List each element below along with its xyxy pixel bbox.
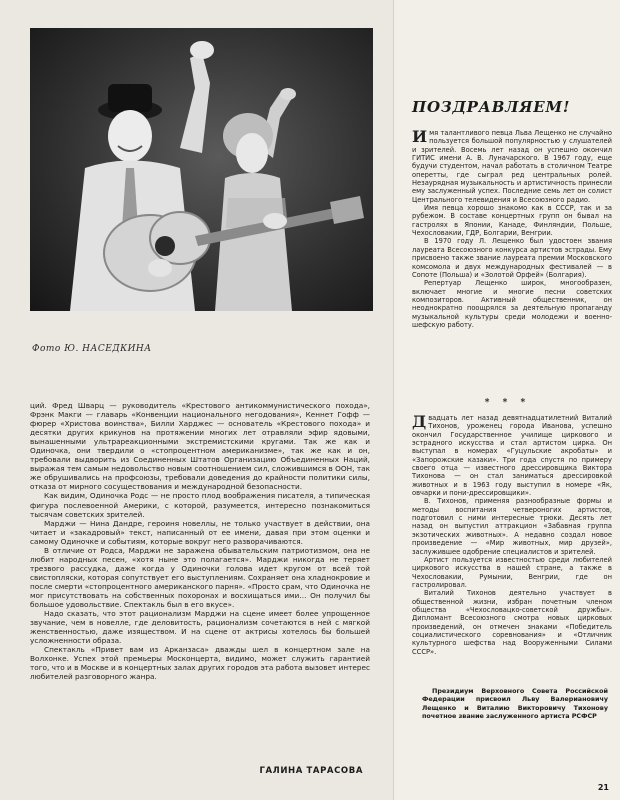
- congrats-paragraph: В. Тихонов, применяя разнообразные формы и методы воспитания четвероногих артистов, подготовил с ними интересные трюки. Десять лет назад он выпустил аттракцион «Забавная группа экзотических животных». А недавно создал новое произведение — «Мир животных, мир друзей», заслужившее одобрение специалистов и зрителей.: [412, 497, 612, 556]
- section-separator: * * *: [484, 398, 531, 408]
- congrats-heading: ПОЗДРАВЛЯЕМ!: [412, 98, 571, 116]
- article-paragraph: Спектакль «Привет вам из Арканзаса» дважды шел в концертном зале на Волхонке. Успех этой премьеры Москонцерта, видимо, может служить гарантией того, что и в Москве и в концертных залах других городов эта работа вызовет интерес любителей разговорного жанра.: [30, 645, 370, 682]
- right-column: [393, 0, 620, 800]
- drop-cap: Д: [412, 412, 427, 431]
- decree-text: Президиум Верховного Совета Российской Федерации присвоил Льву Валериановичу Лещенко и Виталию Викторовичу Тихонову почетное звание заслуженного артиста РСФСР: [422, 687, 608, 721]
- congrats-paragraph: [412, 414, 612, 497]
- article-paragraph: В отличие от Родса, Марджи не заражена обывательским патриотизмом, она не любит народных песен, «хотя ныне это полагается». Марджи никогда не теряет трезвого рассудка, даже когда у Одиночки голова идет кругом от всей той свистопляски, которая сопутствует его выступлениям. Сохраняет она хладнокровие и после смерти «стопроцентного американского парня». «Просто срам, что Одиночка не мог присутствовать на собственных похоронах и восхищаться ими… Он получил бы большое удовольствие. Спектакль был в его вкусе».: [30, 545, 370, 610]
- page-number: 21: [597, 783, 609, 792]
- photo-illustration: [30, 28, 373, 311]
- congrats-paragraph: Виталий Тихонов деятельно участвует в общественной жизни, избран почетным членом общества «Чехословацко-советской дружбы». Дипломант Всесоюзного смотра новых цирковых произведений, он отмечен знаками «Победитель социалистического соревнования» и «Отличник культурного шефства над Вооруженными Силами СССР».: [412, 589, 612, 656]
- article-paragraph: Как видим, Одиночка Родс — не просто плод воображения писателя, а типическая фигура послевоенной Америки, с которой, разумеется, интересно познакомиться тысячам советских зрителей.: [30, 491, 370, 519]
- drop-cap: И: [412, 127, 428, 146]
- congrats-block-leshchenko: [412, 129, 612, 329]
- congrats-paragraph-text: вадцать лет назад девятнадцатилетний Виталий Тихонов, уроженец города Иванова, успешно окончил Государственное училище циркового и эстрадного искусства и стал артистом цирка. Он выступал в номерах «Гуцульские акробаты» и «Запорожские казаки». Три года спустя по примеру своего отца — известного дрессировщика Виктора Тихонова — он стал заниматься дрессировкой животных и в 1963 году выступил в номере «Як, овчарки и пони-дрессировщики».: [412, 414, 612, 498]
- congrats-paragraph-text: мя талантливого певца Льва Лещенко не случайно пользуется большой популярностью у слушателей и зрителей. Восемь лет назад он успешно окончил ГИТИС имени А. В. Луначарского. В 1967 году, еще будучи студентом, начал работать в столичном Театре оперетты, где сыграл ред центральных ролей. Незаурядная музыкальность и артистичность принесли ему заслуженный успех. Последние семь лет он солист Центрального телевидения и Всесоюзного радио.: [412, 129, 612, 204]
- article-paragraph: Надо сказать, что этот рационализм Марджи на сцене имеет более упрощенное звучание, чем в новелле, где деловитость, рационализм сочетаются в ней с мягкой женственностью, даже изяществом. И на сцене от актрисы хотелось бы большей усложненности образа.: [30, 609, 370, 646]
- photo-credit: Фото Ю. НАСЕДКИНА: [32, 344, 152, 354]
- photo-singers-with-guitar: [30, 28, 373, 311]
- congrats-paragraph: [412, 129, 612, 204]
- congrats-paragraph: В 1970 году Л. Лещенко был удостоен звания лауреата Всесоюзного конкурса артистов эстрады. Ему присвоено также звание лауреата премии Московского комсомола и двух международных фестивалей — в Сопоте (Польша) и «Золотой Орфей» (Болгария).: [412, 237, 612, 279]
- article-paragraph: ций. Фред Шварц — руководитель «Крестового антикоммунистического похода», Фрэнк Макги — главарь «Конвенции национального негодования», Кеннет Гофф — фюрер «Христова воинства», Билли Харджес — основатель «Крестового похода» и десятки других крикунов на протяжении многих лет отравляли эфир ядовыми, вынашенными ультрареакционными экстремистскими кругами. Так же как и Одиночка, они твердили о «стопроцентном американизме», так же как и он, требовали выдворить из Соединенных Штатов Организацию Объединенных Наций, выражая тем самым недовольство новым соотношением сил, сложившимся в ООН, так же обрушивались на профсоюзы, требовали доведения до крайности политики силы, отказа от мирного сосуществования и международной безопасности.: [30, 401, 370, 492]
- congrats-paragraph: Имя певца хорошо знакомо как в СССР, так и за рубежом. В составе концертных групп он бывал на гастролях в Японии, Канаде, Финляндии, Польше, Чехословакии, ГДР, Болгарии, Венгрии.: [412, 204, 612, 238]
- article-body: [30, 401, 370, 681]
- congrats-paragraph: Артист пользуется известностью среди любителей циркового искусства в нашей стране, а также в Чехословакии, Румынии, Венгрии, где он гастролировал.: [412, 555, 612, 589]
- congrats-paragraph: Репертуар Лещенко широк, многообразен, включает многие и многие песни советских композиторов. Активный общественник, он неоднократно поощрялся за деятельную пропаганду музыкальной культуры среди молодежи и военно-шефскую работу.: [412, 279, 612, 329]
- article-paragraph: Марджи — Нина Дандре, героиня новеллы, не только участвует в действии, она читает и «закадровый» текст, написанный от ее имени, давая при этом оценки и самому Одиночке и событиям, которые вокруг него разворачиваются.: [30, 518, 370, 546]
- congrats-block-tikhonov: [412, 414, 612, 656]
- author-signature: ГАЛИНА ТАРАСОВА: [259, 766, 363, 776]
